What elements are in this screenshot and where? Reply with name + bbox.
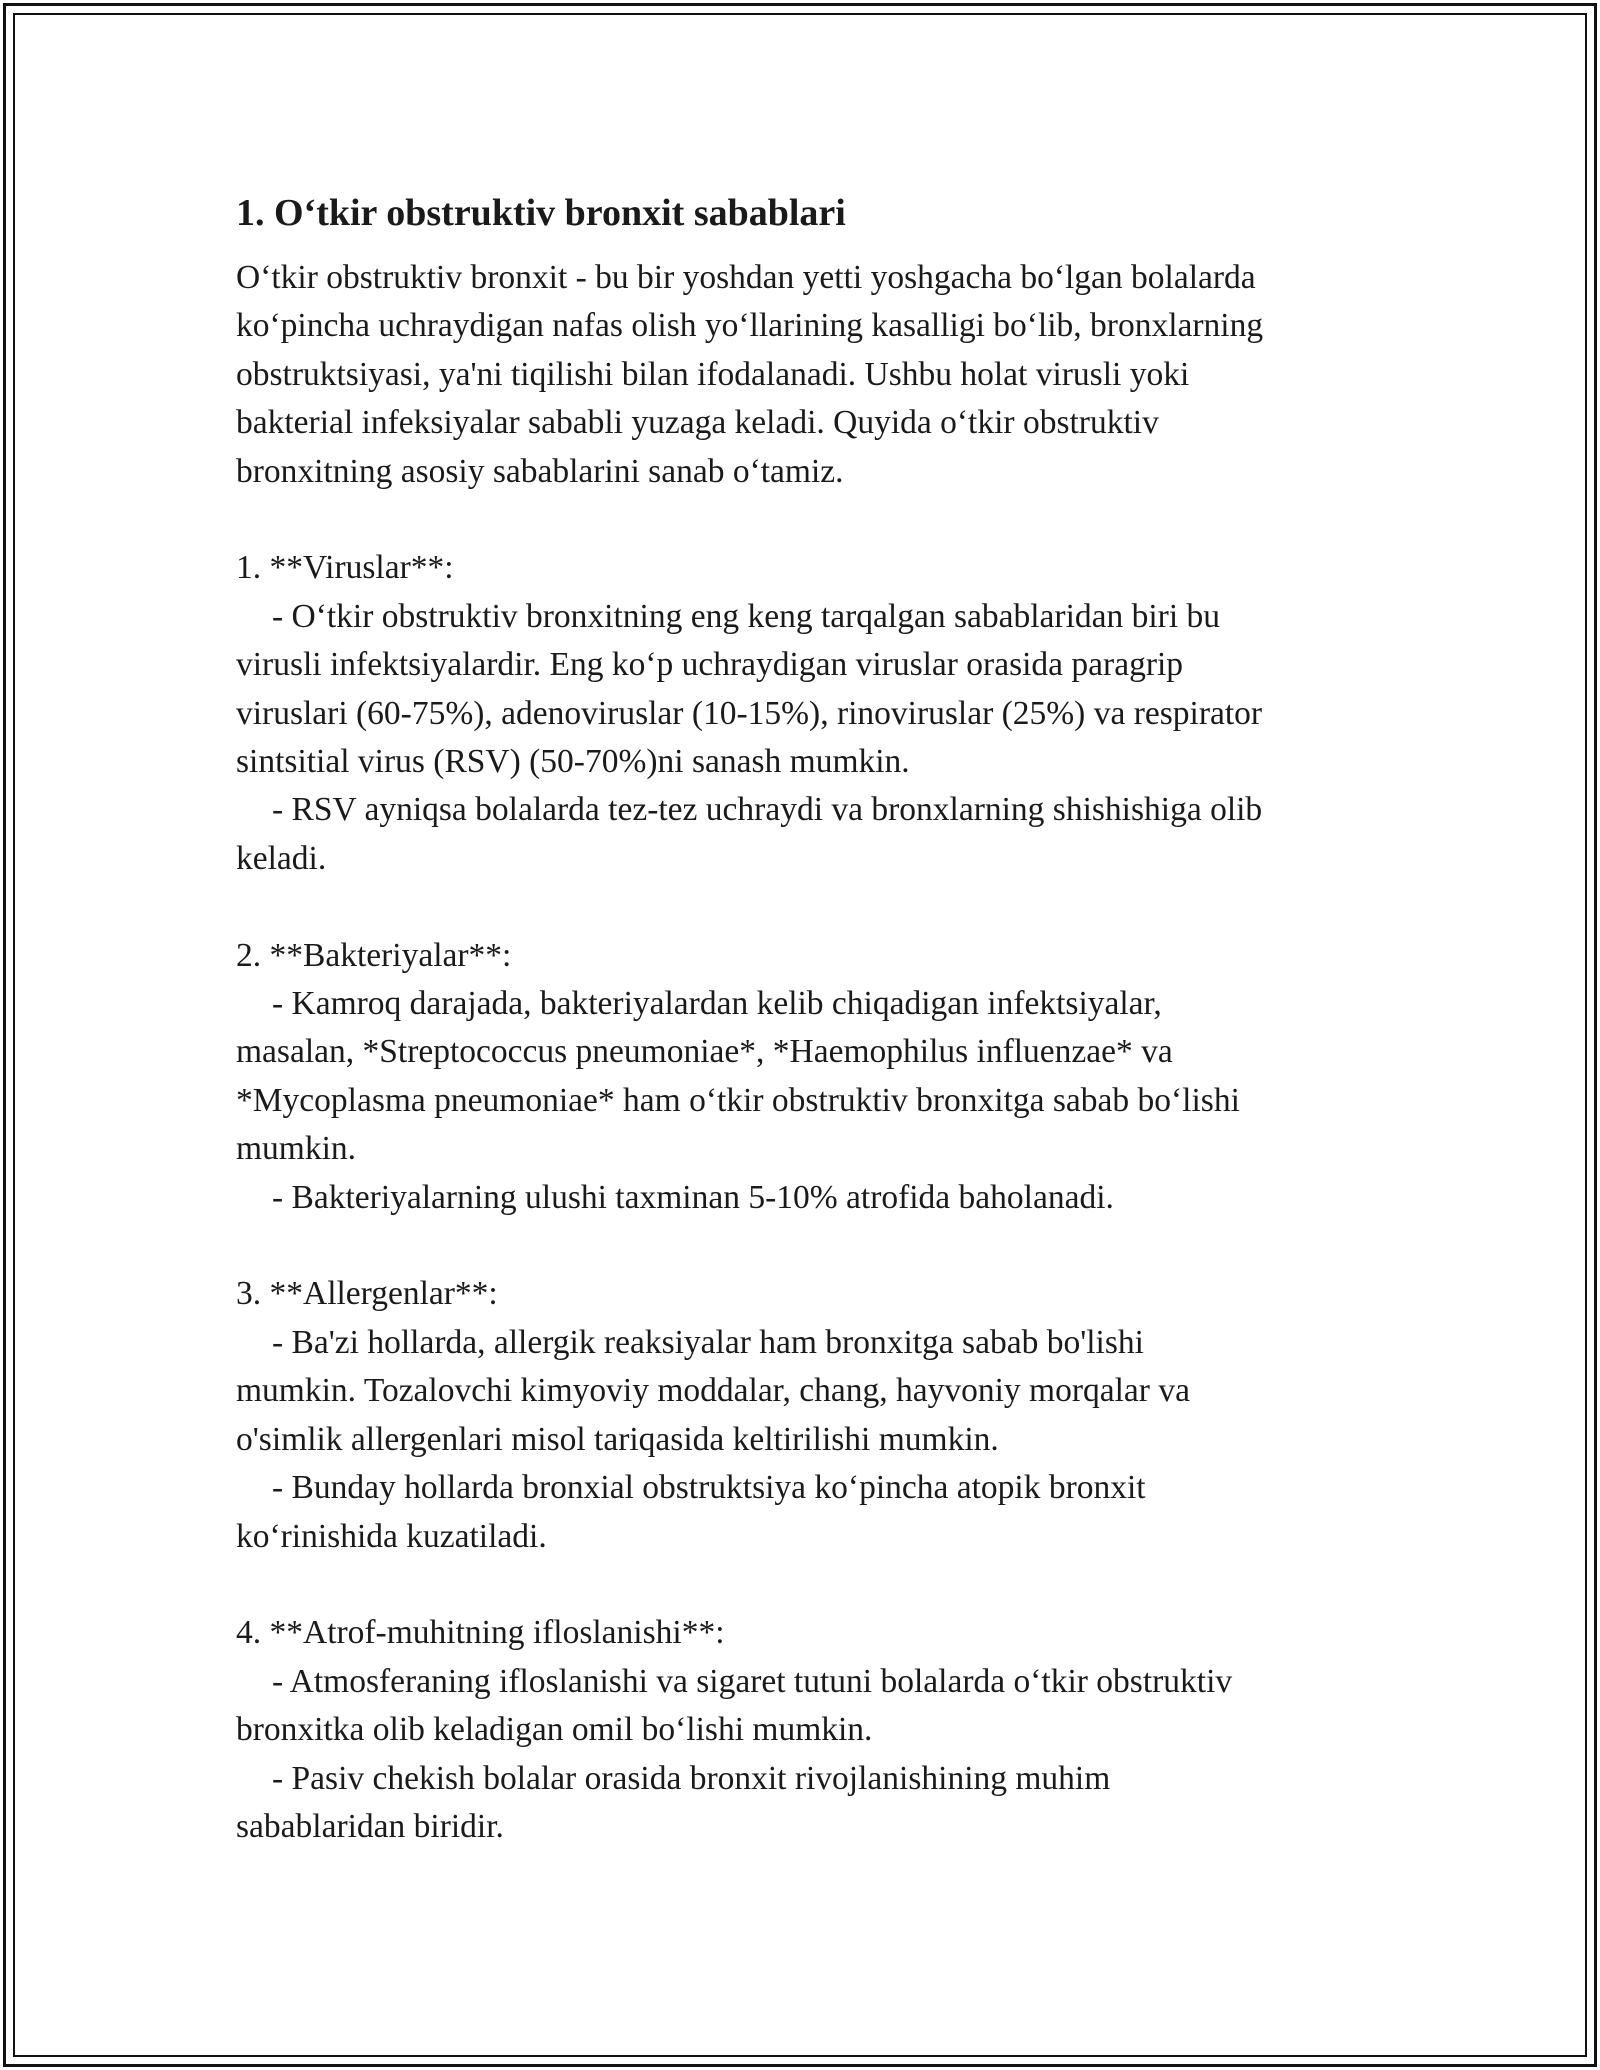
page-title: 1. O‘tkir obstruktiv bronxit sabablari [236,192,846,234]
section-line: virusli infektsiyalardir. Eng ko‘p uchraydigan viruslar orasida paragrip [236,646,1184,684]
section-line: sintsitial virus (RSV) (50-70%)ni sanash mumkin. [236,743,910,781]
section-line: keladi. [236,839,327,877]
section-line: sabablaridan biridir. [236,1807,504,1845]
paragraph-gap [236,1561,1386,1609]
intro-line: obstruktsiyasi, ya'ni tiqilishi bilan ifodalanadi. Ushbu holat virusli yoki [236,355,1190,393]
section-heading: 1. **Viruslar**: [236,549,454,587]
section-line: o'simlik allergenlari misol tariqasida keltirilishi mumkin. [236,1420,999,1458]
section-heading: 3. **Allergenlar**: [236,1275,498,1313]
intro-paragraph [236,254,1386,496]
section-line: masalan, *Streptococcus pneumoniae*, *Haemophilus influenzae* va [236,1033,1173,1071]
section-line: - Ba'zi hollarda, allergik reaksiyalar ham bronxitga sabab bo'lishi [272,1323,1144,1361]
paragraph-gap [236,1222,1386,1270]
section-line: *Mycoplasma pneumoniae* ham o‘tkir obstruktiv bronxitga sabab bo‘lishi [236,1081,1240,1119]
section-line: viruslari (60-75%), adenoviruslar (10-15%), rinoviruslar (25%) va respirator [236,694,1263,732]
section-allergens [236,1270,1386,1560]
section-line: - Bakteriyalarning ulushi taxminan 5-10% atrofida baholanadi. [272,1178,1114,1216]
section-line: - O‘tkir obstruktiv bronxitning eng keng tarqalgan sabablaridan biri bu [272,597,1221,635]
section-line: ko‘rinishida kuzatiladi. [236,1517,547,1555]
section-line: - RSV ayniqsa bolalarda tez-tez uchraydi va bronxlarning shishishiga olib [272,791,1263,829]
intro-line: ko‘pincha uchraydigan nafas olish yo‘llarining kasalligi bo‘lib, bronxlarning [236,307,1264,345]
section-pollution [236,1609,1386,1851]
paragraph-gap [236,496,1386,544]
intro-line: bakterial infeksiyalar sababli yuzaga keladi. Quyida o‘tkir obstruktiv [236,404,1159,442]
section-viruses [236,544,1386,883]
section-heading: 4. **Atrof-muhitning ifloslanishi**: [236,1614,725,1652]
intro-line: bronxitning asosiy sabablarini sanab o‘tamiz. [236,452,844,490]
section-line: bronxitka olib keladigan omil bo‘lishi mumkin. [236,1711,873,1749]
section-line: - Kamroq darajada, bakteriyalardan kelib chiqadigan infektsiyalar, [272,985,1162,1023]
section-line: mumkin. [236,1130,357,1168]
section-line: - Atmosferaning ifloslanishi va sigaret tutuni bolalarda o‘tkir obstruktiv [272,1662,1233,1700]
document-body [236,184,1386,1851]
section-bacteria [236,932,1386,1222]
intro-line: O‘tkir obstruktiv bronxit - bu bir yoshdan yetti yoshgacha bo‘lgan bolalarda [236,259,1256,296]
section-heading: 2. **Bakteriyalar**: [236,936,512,974]
paragraph-gap [236,883,1386,931]
section-line: - Pasiv chekish bolalar orasida bronxit rivojlanishining muhim [272,1759,1111,1797]
section-line: mumkin. Tozalovchi kimyoviy moddalar, chang, hayvoniy morqalar va [236,1372,1190,1410]
section-line: - Bunday hollarda bronxial obstruktsiya ko‘pincha atopik bronxit [272,1469,1146,1507]
